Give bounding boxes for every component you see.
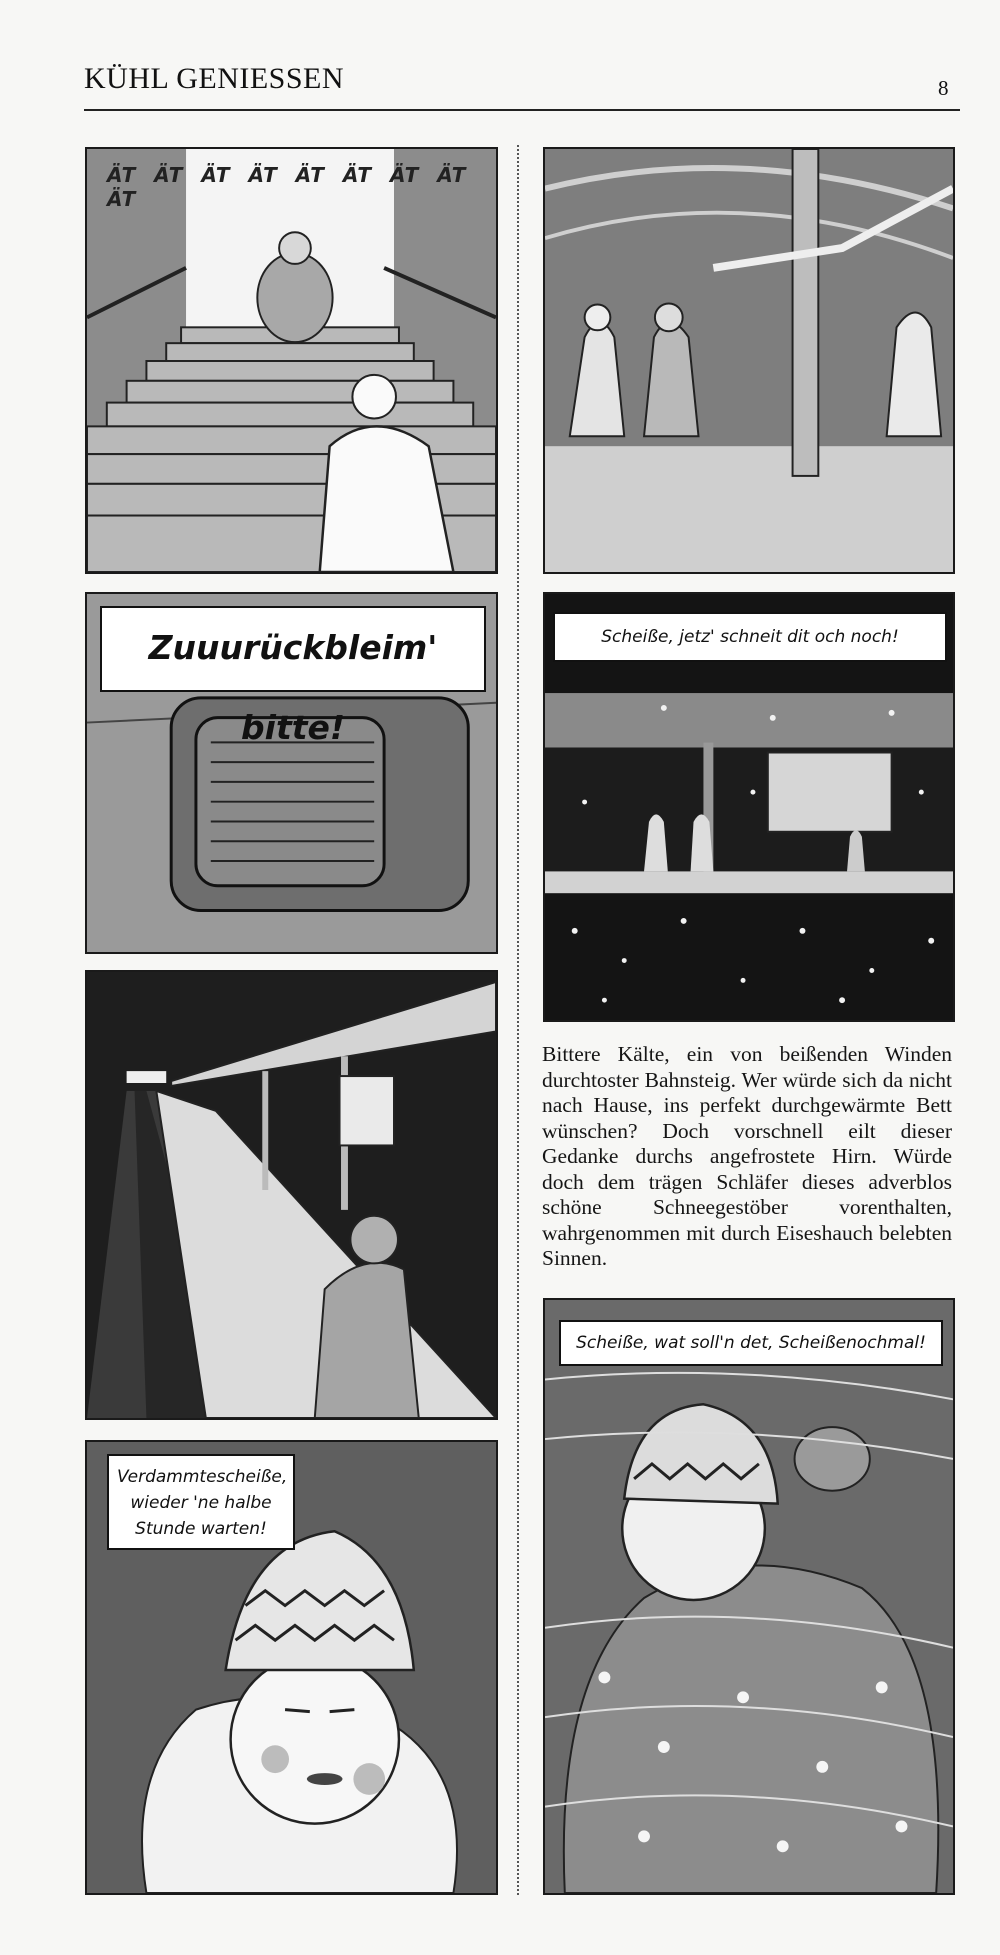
sound-effect-text: ÄT ÄT ÄT ÄT ÄT ÄT ÄT ÄT ÄT: [107, 163, 467, 211]
speech-caption-waiting: Verdammtescheiße, wieder 'ne halbe Stunde warten!: [107, 1454, 295, 1550]
page-title: KÜHL GENIESSEN: [84, 62, 345, 95]
platform-illustration: [87, 972, 496, 1418]
prose-paragraph: Bittere Kälte, ein von beißenden Winden durchtoster Bahnsteig. Wer würde sich da nicht nach Hause, ins perfekt durchgewärmte Bett wünschen? Doch vorschnell eilt dieser Gedanke durchs angefrostete Hirn. Würde doch dem trägen Schläfer dieses adverblos schöne Schneegestöber vorenthalten, wahrgenommen mit durch Eiseshauch belebten Sinnen.: [542, 1042, 952, 1270]
panel-hat-closeup: [85, 1440, 498, 1895]
speech-caption-wind: Scheiße, wat soll'n det, Scheißenochmal!: [559, 1320, 943, 1366]
panel-snow-station: [543, 592, 955, 1022]
panel-wind-closeup: [543, 1298, 955, 1895]
stairs-illustration: [87, 149, 496, 572]
panel-train-door: [85, 592, 498, 954]
panel-platform-shelter: [543, 147, 955, 574]
wind-closeup-illustration: [545, 1300, 953, 1893]
panel-platform-night: [85, 970, 498, 1420]
header-rule: [84, 109, 960, 111]
speech-caption-snow: Scheiße, jetz' schneit dit och noch!: [553, 612, 947, 662]
panel-stairs: [85, 147, 498, 574]
page-number: 8: [938, 76, 949, 100]
announcement-caption: Zuuurückbleim' bitte!: [100, 606, 486, 692]
column-divider: [517, 145, 519, 1895]
shelter-illustration: [545, 149, 953, 572]
